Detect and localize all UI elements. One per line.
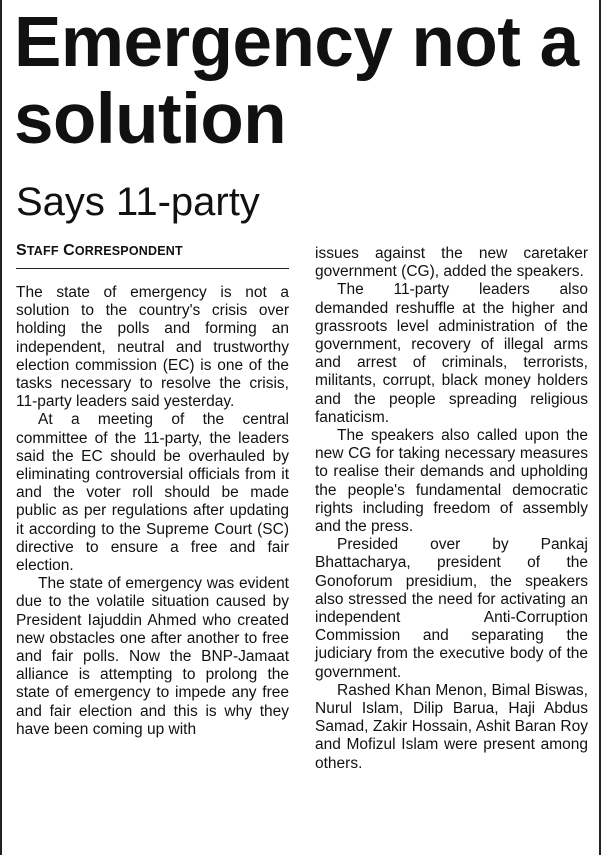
- paragraph: At a meeting of the central committee of the 11-party, the leaders said the EC should be overhauled by eliminating controversial officials from it and the voter roll should be made public as per regulations after updating it according to the Supreme Court (SC) directive to ensure a free and fair election.: [16, 411, 289, 575]
- paragraph: Presided over by Pankaj Bhattacharya, president of the Gonoforum presidium, the speakers also stressed the need for activating an independent Anti-Corruption Commission and separating the judiciary from the executive body of the government.: [315, 536, 588, 681]
- headline: Emergency not a solution: [14, 3, 579, 159]
- byline: STAFF CORRESPONDENT: [16, 242, 183, 259]
- byline-rule: [16, 268, 289, 269]
- paragraph: issues against the new caretaker government (CG), added the speakers.: [315, 245, 588, 281]
- subheadline: Says 11-party: [16, 180, 260, 224]
- paragraph: The state of emergency was evident due to the volatile situation caused by President Iajuddin Ahmed who created new obstacles one after another to free and fair polls. Now the BNP-Jamaat alliance is attempting to prolong the state of emergency to impede any free and fair election and this is why they have been coming up with: [16, 575, 289, 738]
- paragraph: Rashed Khan Menon, Bimal Biswas, Nurul Islam, Dilip Barua, Haji Abdus Samad, Zakir Hossain, Ashit Baran Roy and Mofizul Islam were present among others.: [315, 681, 588, 772]
- paragraph: The speakers also called upon the new CG for taking necessary measures to realise their demands and upholding the people's fundamental democratic rights including freedom of assembly and the press.: [315, 427, 588, 536]
- paragraph: The state of emergency is not a solution to the country's crisis over holding the polls and forming an independent, neutral and trustworthy election commission (EC) is one of the tasks necessary to resolve the crisis, 11-party leaders said yesterday.: [16, 284, 289, 411]
- body-column-right: [315, 245, 588, 773]
- body-column-left: [16, 284, 289, 739]
- paragraph: The 11-party leaders also demanded reshuffle at the higher and grassroots level administration of the government, recovery of illegal arms and arrest of criminals, terrorists, militants, corrupt, black money holders and the people spreading religious fanaticism.: [315, 281, 588, 426]
